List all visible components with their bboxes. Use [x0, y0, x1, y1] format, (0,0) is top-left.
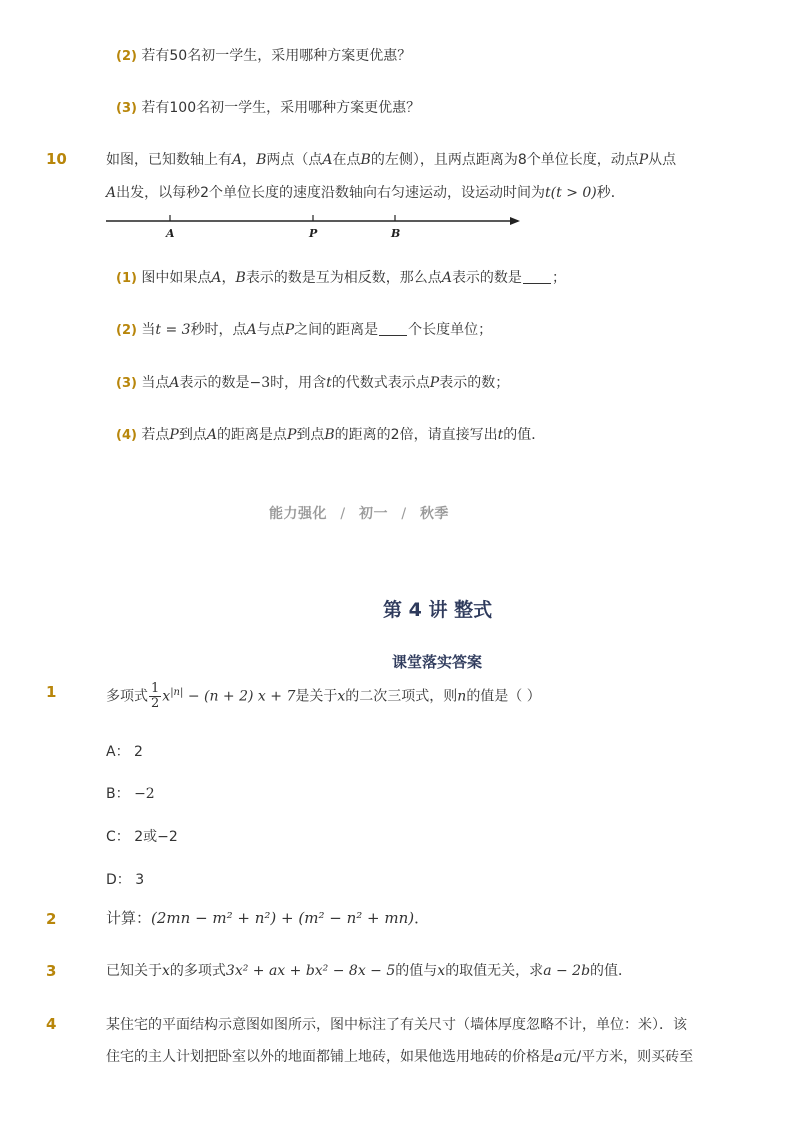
q3-expression-2: a − 2b [543, 963, 591, 979]
q10-part1-text: 表示的数是 [451, 270, 522, 286]
q3-text: 的值与 [395, 963, 438, 979]
q10-stem-text: 两点（点 [266, 152, 323, 168]
option-value: 3 [135, 872, 145, 888]
q9-part2-number: (2) [116, 49, 137, 64]
q10-stem-text: 的左侧），且两点距离为8个单位长度，动点 [370, 152, 639, 168]
axis-label-p: P [309, 227, 318, 240]
q10-stem-line2 [106, 183, 625, 203]
option-label: D： [106, 872, 131, 888]
var-x: x [437, 963, 446, 979]
footer-course: 能力强化 [269, 506, 327, 522]
q10-part4 [116, 425, 545, 446]
q10-stem-text: 从点 [648, 152, 677, 168]
q3-stem [106, 961, 632, 981]
option-value: −2 [134, 786, 155, 802]
axis-label-b: B [391, 227, 401, 240]
q10-part4-text: 到点 [296, 427, 325, 443]
q1-text: 是关于 [295, 688, 338, 705]
q3-expression: 3x² + ax + bx² − 8x − 5 [225, 963, 396, 979]
q3-text: 的值． [590, 963, 633, 979]
page-footer [269, 503, 449, 523]
var-a: A [169, 375, 180, 391]
option-label: B： [106, 786, 130, 802]
var-t: t [497, 427, 504, 443]
number-line-arrow [510, 217, 520, 225]
var-a: A [322, 152, 333, 168]
option-label: C： [106, 829, 130, 845]
option-value: 2或−2 [134, 829, 178, 845]
var-p: P [169, 427, 179, 443]
var-b: B [256, 152, 267, 168]
q10-part4-text: 的值． [503, 427, 546, 443]
q10-part2-number: (2) [116, 323, 137, 338]
fraction-denominator: 2 [151, 696, 160, 712]
fraction-one-half [149, 682, 161, 711]
q10-part2-text: 与点 [256, 322, 285, 338]
q2-text: 计算： [106, 909, 152, 927]
fraction-numerator: 1 [151, 681, 160, 697]
q10-part3-text: 时，用含 [270, 375, 327, 391]
section-subtitle: 课堂落实答案 [392, 653, 483, 671]
q1-expression: − (n + 2) x + 7 [183, 688, 296, 705]
q10-part2-text: 秒时，点 [190, 322, 247, 338]
chapter-title: 第 4 讲 整式 [383, 599, 493, 621]
q10-part1-text: ， [221, 270, 236, 286]
footer-separator: / [340, 506, 346, 522]
q10-part4-text: 到点 [178, 427, 207, 443]
q10-part1-text: ； [551, 270, 566, 286]
var-a: A [106, 185, 117, 201]
q10-part3-text: 表示的数是 [179, 375, 250, 391]
var-n: n [457, 688, 467, 705]
q10-part2-text: 当 [141, 322, 156, 338]
q9-part3-number: (3) [116, 101, 137, 116]
number-line-figure [100, 205, 530, 245]
question-number-10: 10 [46, 150, 67, 168]
q10-part3-number: (3) [116, 376, 137, 391]
question-number-4: 4 [46, 1015, 57, 1033]
q4-text: 住宅的主人计划把卧室以外的地面都铺上地砖，如果他选用地砖的价格是 [106, 1049, 554, 1065]
footer-grade: 初一 [358, 506, 388, 522]
answer-blank [379, 321, 407, 336]
q10-part1 [116, 268, 566, 289]
q10-part3-text: 的代数式表示点 [331, 375, 430, 391]
q3-text: 的取值无关，求 [445, 963, 544, 979]
q2-expression: (2mn − m² + n²) + (m² − n² + mn) [151, 909, 415, 927]
t-equals-3: t = 3 [155, 322, 191, 338]
question-number-2: 2 [46, 910, 57, 928]
q10-stem-text: ， [242, 152, 257, 168]
q3-text: 已知关于 [106, 963, 162, 979]
q1-text: 多项式 [106, 688, 148, 705]
t-condition: t(t > 0) [545, 185, 597, 201]
var-a: A [232, 152, 243, 168]
axis-label-a: A [166, 227, 175, 240]
var-p: P [638, 152, 649, 168]
var-b: B [235, 270, 246, 286]
var-a: A [441, 270, 452, 286]
question-number-1: 1 [46, 683, 57, 701]
q9-part2 [116, 46, 411, 67]
q1-text: 的值是（ ） [466, 688, 541, 705]
var-p: P [286, 427, 297, 443]
q4-text: 元/平方米，则买砖至 [562, 1049, 694, 1065]
q1-stem [106, 676, 541, 714]
var-x: x [162, 963, 170, 979]
q10-part1-text: 图中如果点 [141, 270, 212, 286]
q1-option-b [106, 783, 155, 803]
var-t: t [326, 375, 332, 391]
q10-part3-text: 当点 [141, 375, 170, 391]
q10-part4-text: 的距离是点 [216, 427, 287, 443]
q10-stem-text: 在点 [332, 152, 361, 168]
q10-stem-text: 出发，以每秒2个单位长度的速度沿数轴向右匀速运动，设运动时间为 [116, 185, 546, 201]
q1-option-c [106, 826, 178, 846]
var-x: x [337, 688, 346, 705]
q10-part2-text: 之间的距离是 [294, 322, 379, 338]
var-p: P [284, 322, 295, 338]
var-x: x [162, 688, 171, 705]
footer-separator: / [401, 506, 407, 522]
var-p: P [429, 375, 440, 391]
q10-stem-line1 [106, 150, 676, 170]
q10-part4-text: 的距离的2倍，请直接写出 [334, 427, 498, 443]
var-b: B [360, 152, 371, 168]
q9-part3-text: 若有100名初一学生，采用哪种方案更优惠？ [141, 100, 421, 116]
q1-text: 的二次三项式，则 [345, 688, 458, 705]
var-b: B [324, 427, 335, 443]
q10-part4-text: 若点 [141, 427, 170, 443]
q10-part1-number: (1) [116, 271, 137, 286]
exponent-abs-n: |n| [170, 687, 184, 698]
var-a: A [211, 270, 222, 286]
question-number-3: 3 [46, 962, 57, 980]
footer-term: 秋季 [419, 506, 449, 522]
q3-text: 的多项式 [169, 963, 226, 979]
q10-part2 [116, 320, 492, 341]
var-a: A [206, 427, 217, 443]
answer-blank [523, 269, 551, 284]
q10-part3 [116, 373, 509, 394]
q10-part1-text: 表示的数是互为相反数，那么点 [245, 270, 442, 286]
var-a: A [246, 322, 257, 338]
q4-line2 [106, 1047, 693, 1067]
q9-part2-text: 若有50名初一学生，采用哪种方案更优惠？ [141, 48, 412, 64]
option-label: A： [106, 744, 130, 760]
q10-part3-text: 表示的数； [439, 375, 510, 391]
q10-stem-text: 如图，已知数轴上有 [106, 152, 232, 168]
option-value: 2 [134, 744, 143, 760]
q10-part2-text: 个长度单位； [408, 322, 493, 338]
q1-option-a [106, 741, 143, 761]
q2-stem [106, 908, 429, 928]
q10-stem-text: 秒． [596, 185, 625, 201]
q4-line1: 某住宅的平面结构示意图如图所示，图中标注了有关尺寸（墙体厚度忽略不计，单位：米）．该 [106, 1017, 687, 1033]
var-a: a [554, 1049, 563, 1065]
value-neg-3: −3 [249, 375, 271, 391]
q10-part4-number: (4) [116, 428, 137, 443]
q2-text: ． [414, 909, 430, 927]
q1-option-d [106, 869, 144, 889]
q9-part3 [116, 98, 420, 119]
